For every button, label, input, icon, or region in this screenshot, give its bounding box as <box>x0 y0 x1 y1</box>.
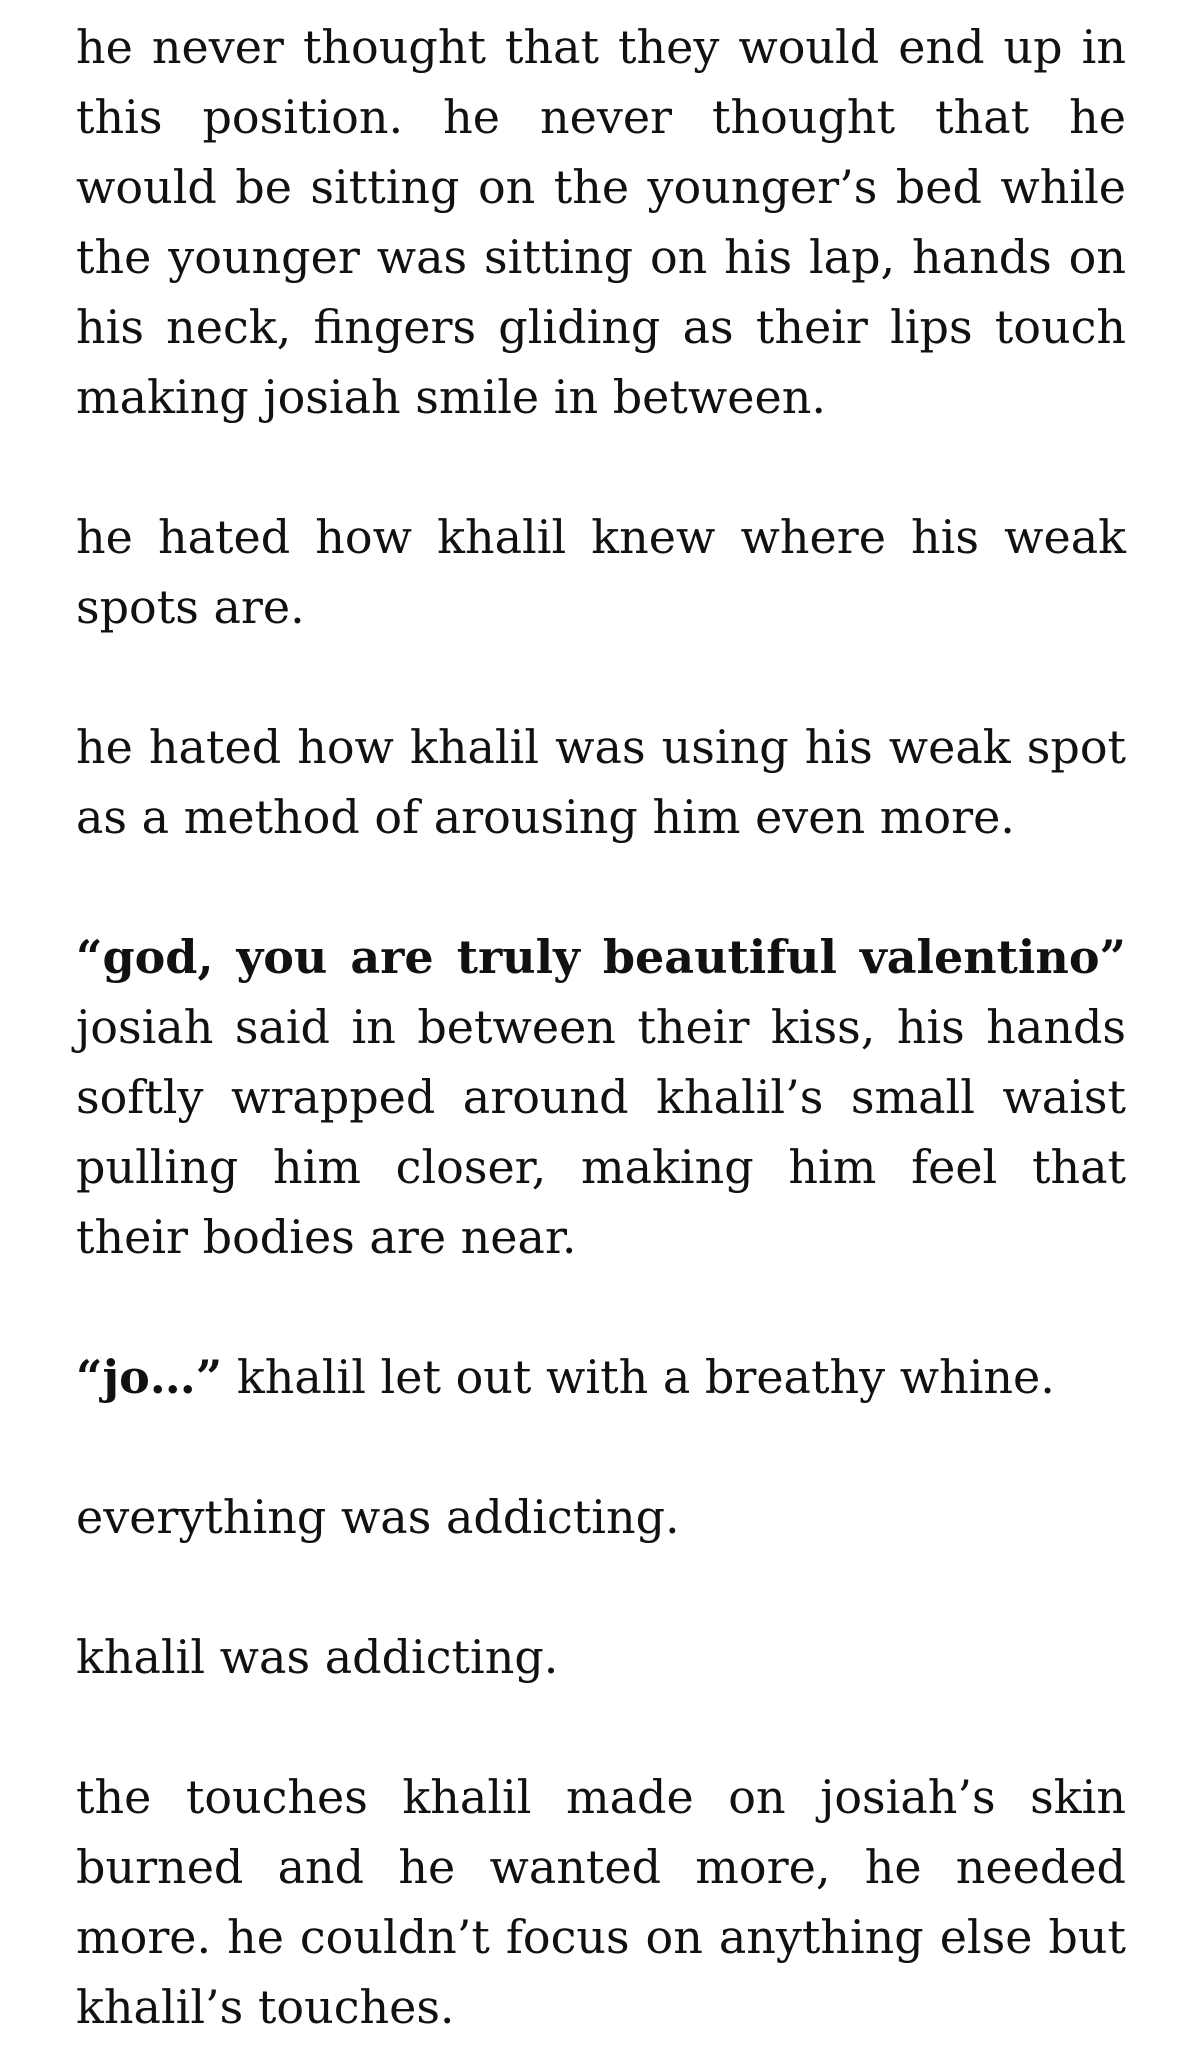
paragraph-text: khalil let out with a breathy whine. <box>222 1350 1055 1404</box>
paragraph-4 <box>76 922 1126 1272</box>
paragraph-text: everything was addicting. <box>76 1490 680 1544</box>
paragraph-text: khalil was addicting. <box>76 1630 559 1684</box>
paragraph-text: he hated how khalil was using his weak spot as a method of arousing him even more. <box>76 720 1126 844</box>
paragraph-5 <box>76 1342 1126 1412</box>
paragraph-text: the touches khalil made on josiah’s skin burned and he wanted more, he needed more. he couldn’t focus on anything else but khalil’s touches. <box>76 1770 1126 2034</box>
paragraph-3 <box>76 712 1126 852</box>
paragraph-2 <box>76 502 1126 642</box>
paragraph-text: he never thought that they would end up in this position. he never thought that he would be sitting on the younger’s bed while the younger was sitting on his lap, hands on his neck, fingers gliding as their lips touch making josiah smile in between. <box>76 20 1126 424</box>
paragraph-6 <box>76 1482 1126 1552</box>
paragraph-text: he hated how khalil knew where his weak spots are. <box>76 510 1126 634</box>
paragraph-8 <box>76 1762 1126 2042</box>
paragraph-7 <box>76 1622 1126 1692</box>
dialogue-quote: “jo…” <box>76 1350 223 1404</box>
paragraph-text: josiah said in between their kiss, his hands softly wrapped around khalil’s small waist pulling him closer, making him feel that their bodies are near. <box>76 1000 1126 1264</box>
story-text <box>76 12 1126 2042</box>
dialogue-quote: “god, you are truly beautiful valentino” <box>76 930 1126 984</box>
paragraph-1 <box>76 12 1126 432</box>
